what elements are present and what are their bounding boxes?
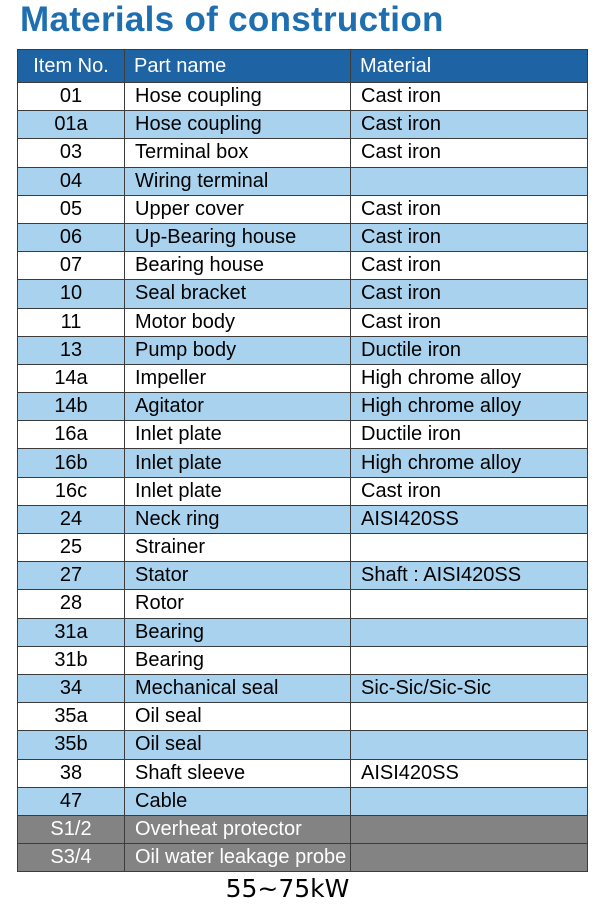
item-no-cell: 16c (18, 477, 125, 505)
table-row (18, 646, 588, 674)
part-name-cell: Oil seal (125, 731, 351, 759)
item-no-cell: 27 (18, 562, 125, 590)
part-name-cell: Seal bracket (125, 280, 351, 308)
part-name-cell: Stator (125, 562, 351, 590)
table-row (18, 111, 588, 139)
part-name-cell: Overheat protector (125, 815, 351, 843)
material-cell: Cast iron (351, 477, 588, 505)
table-row (18, 308, 588, 336)
materials-table (17, 49, 588, 872)
item-no-cell: 35b (18, 731, 125, 759)
table-row (18, 223, 588, 251)
table-row (18, 280, 588, 308)
item-no-cell: 01 (18, 83, 125, 111)
part-name-cell: Inlet plate (125, 477, 351, 505)
item-no-cell: 16a (18, 421, 125, 449)
part-name-cell: Strainer (125, 534, 351, 562)
material-cell (351, 167, 588, 195)
part-name-cell: Pump body (125, 336, 351, 364)
item-no-cell: 31b (18, 646, 125, 674)
part-name-cell: Terminal box (125, 139, 351, 167)
material-cell: High chrome alloy (351, 393, 588, 421)
item-no-cell: 10 (18, 280, 125, 308)
table-row (18, 505, 588, 533)
material-cell: Cast iron (351, 195, 588, 223)
part-name-cell: Hose coupling (125, 83, 351, 111)
table-row (18, 393, 588, 421)
material-cell: Cast iron (351, 139, 588, 167)
part-name-cell: Up-Bearing house (125, 223, 351, 251)
material-cell (351, 618, 588, 646)
material-cell: Cast iron (351, 111, 588, 139)
table-row (18, 477, 588, 505)
part-name-cell: Bearing (125, 618, 351, 646)
header-part-name: Part name (125, 50, 351, 83)
table-header-row (18, 50, 588, 83)
material-cell: Cast iron (351, 280, 588, 308)
part-name-cell: Oil water leakage probe (125, 844, 351, 872)
item-no-cell: 06 (18, 223, 125, 251)
table-row (18, 731, 588, 759)
table-row (18, 590, 588, 618)
item-no-cell: S3/4 (18, 844, 125, 872)
item-no-cell: 38 (18, 759, 125, 787)
table-row (18, 421, 588, 449)
item-no-cell: 14b (18, 393, 125, 421)
item-no-cell: 07 (18, 252, 125, 280)
material-cell: Cast iron (351, 223, 588, 251)
material-cell: High chrome alloy (351, 364, 588, 392)
item-no-cell: 13 (18, 336, 125, 364)
table-row (18, 336, 588, 364)
material-cell: AISI420SS (351, 759, 588, 787)
part-name-cell: Hose coupling (125, 111, 351, 139)
part-name-cell: Inlet plate (125, 421, 351, 449)
table-row (18, 787, 588, 815)
table-row (18, 195, 588, 223)
table-row (18, 674, 588, 702)
part-name-cell: Rotor (125, 590, 351, 618)
material-cell (351, 703, 588, 731)
table-row (18, 139, 588, 167)
item-no-cell: 24 (18, 505, 125, 533)
material-cell: Cast iron (351, 308, 588, 336)
part-name-cell: Upper cover (125, 195, 351, 223)
part-name-cell: Bearing (125, 646, 351, 674)
item-no-cell: 16b (18, 449, 125, 477)
header-material: Material (351, 50, 588, 83)
material-cell (351, 787, 588, 815)
material-cell: Cast iron (351, 252, 588, 280)
material-cell (351, 731, 588, 759)
part-name-cell: Agitator (125, 393, 351, 421)
item-no-cell: 28 (18, 590, 125, 618)
item-no-cell: 34 (18, 674, 125, 702)
material-cell: Sic-Sic/Sic-Sic (351, 674, 588, 702)
part-name-cell: Bearing house (125, 252, 351, 280)
item-no-cell: 35a (18, 703, 125, 731)
table-row (18, 844, 588, 872)
material-cell: Ductile iron (351, 421, 588, 449)
table-row (18, 759, 588, 787)
material-cell: High chrome alloy (351, 449, 588, 477)
page-title: Materials of construction (20, 0, 444, 39)
item-no-cell: 14a (18, 364, 125, 392)
table-row (18, 167, 588, 195)
material-cell: Shaft : AISI420SS (351, 562, 588, 590)
material-cell (351, 590, 588, 618)
material-cell (351, 844, 588, 872)
item-no-cell: 04 (18, 167, 125, 195)
table-row (18, 815, 588, 843)
part-name-cell: Oil seal (125, 703, 351, 731)
item-no-cell: 01a (18, 111, 125, 139)
part-name-cell: Neck ring (125, 505, 351, 533)
table-row (18, 449, 588, 477)
material-cell: AISI420SS (351, 505, 588, 533)
table-row (18, 562, 588, 590)
item-no-cell: 25 (18, 534, 125, 562)
part-name-cell: Wiring terminal (125, 167, 351, 195)
table-row (18, 83, 588, 111)
part-name-cell: Cable (125, 787, 351, 815)
item-no-cell: 31a (18, 618, 125, 646)
item-no-cell: 03 (18, 139, 125, 167)
part-name-cell: Mechanical seal (125, 674, 351, 702)
table-row (18, 618, 588, 646)
item-no-cell: S1/2 (18, 815, 125, 843)
table-row (18, 364, 588, 392)
part-name-cell: Shaft sleeve (125, 759, 351, 787)
part-name-cell: Impeller (125, 364, 351, 392)
part-name-cell: Motor body (125, 308, 351, 336)
material-cell (351, 646, 588, 674)
material-cell: Ductile iron (351, 336, 588, 364)
power-range-caption: 55~75kW (225, 874, 350, 903)
item-no-cell: 11 (18, 308, 125, 336)
part-name-cell: Inlet plate (125, 449, 351, 477)
table-row (18, 703, 588, 731)
table-row (18, 534, 588, 562)
material-cell (351, 815, 588, 843)
item-no-cell: 05 (18, 195, 125, 223)
material-cell (351, 534, 588, 562)
material-cell: Cast iron (351, 83, 588, 111)
table-row (18, 252, 588, 280)
header-item-no: Item No. (18, 50, 125, 83)
item-no-cell: 47 (18, 787, 125, 815)
